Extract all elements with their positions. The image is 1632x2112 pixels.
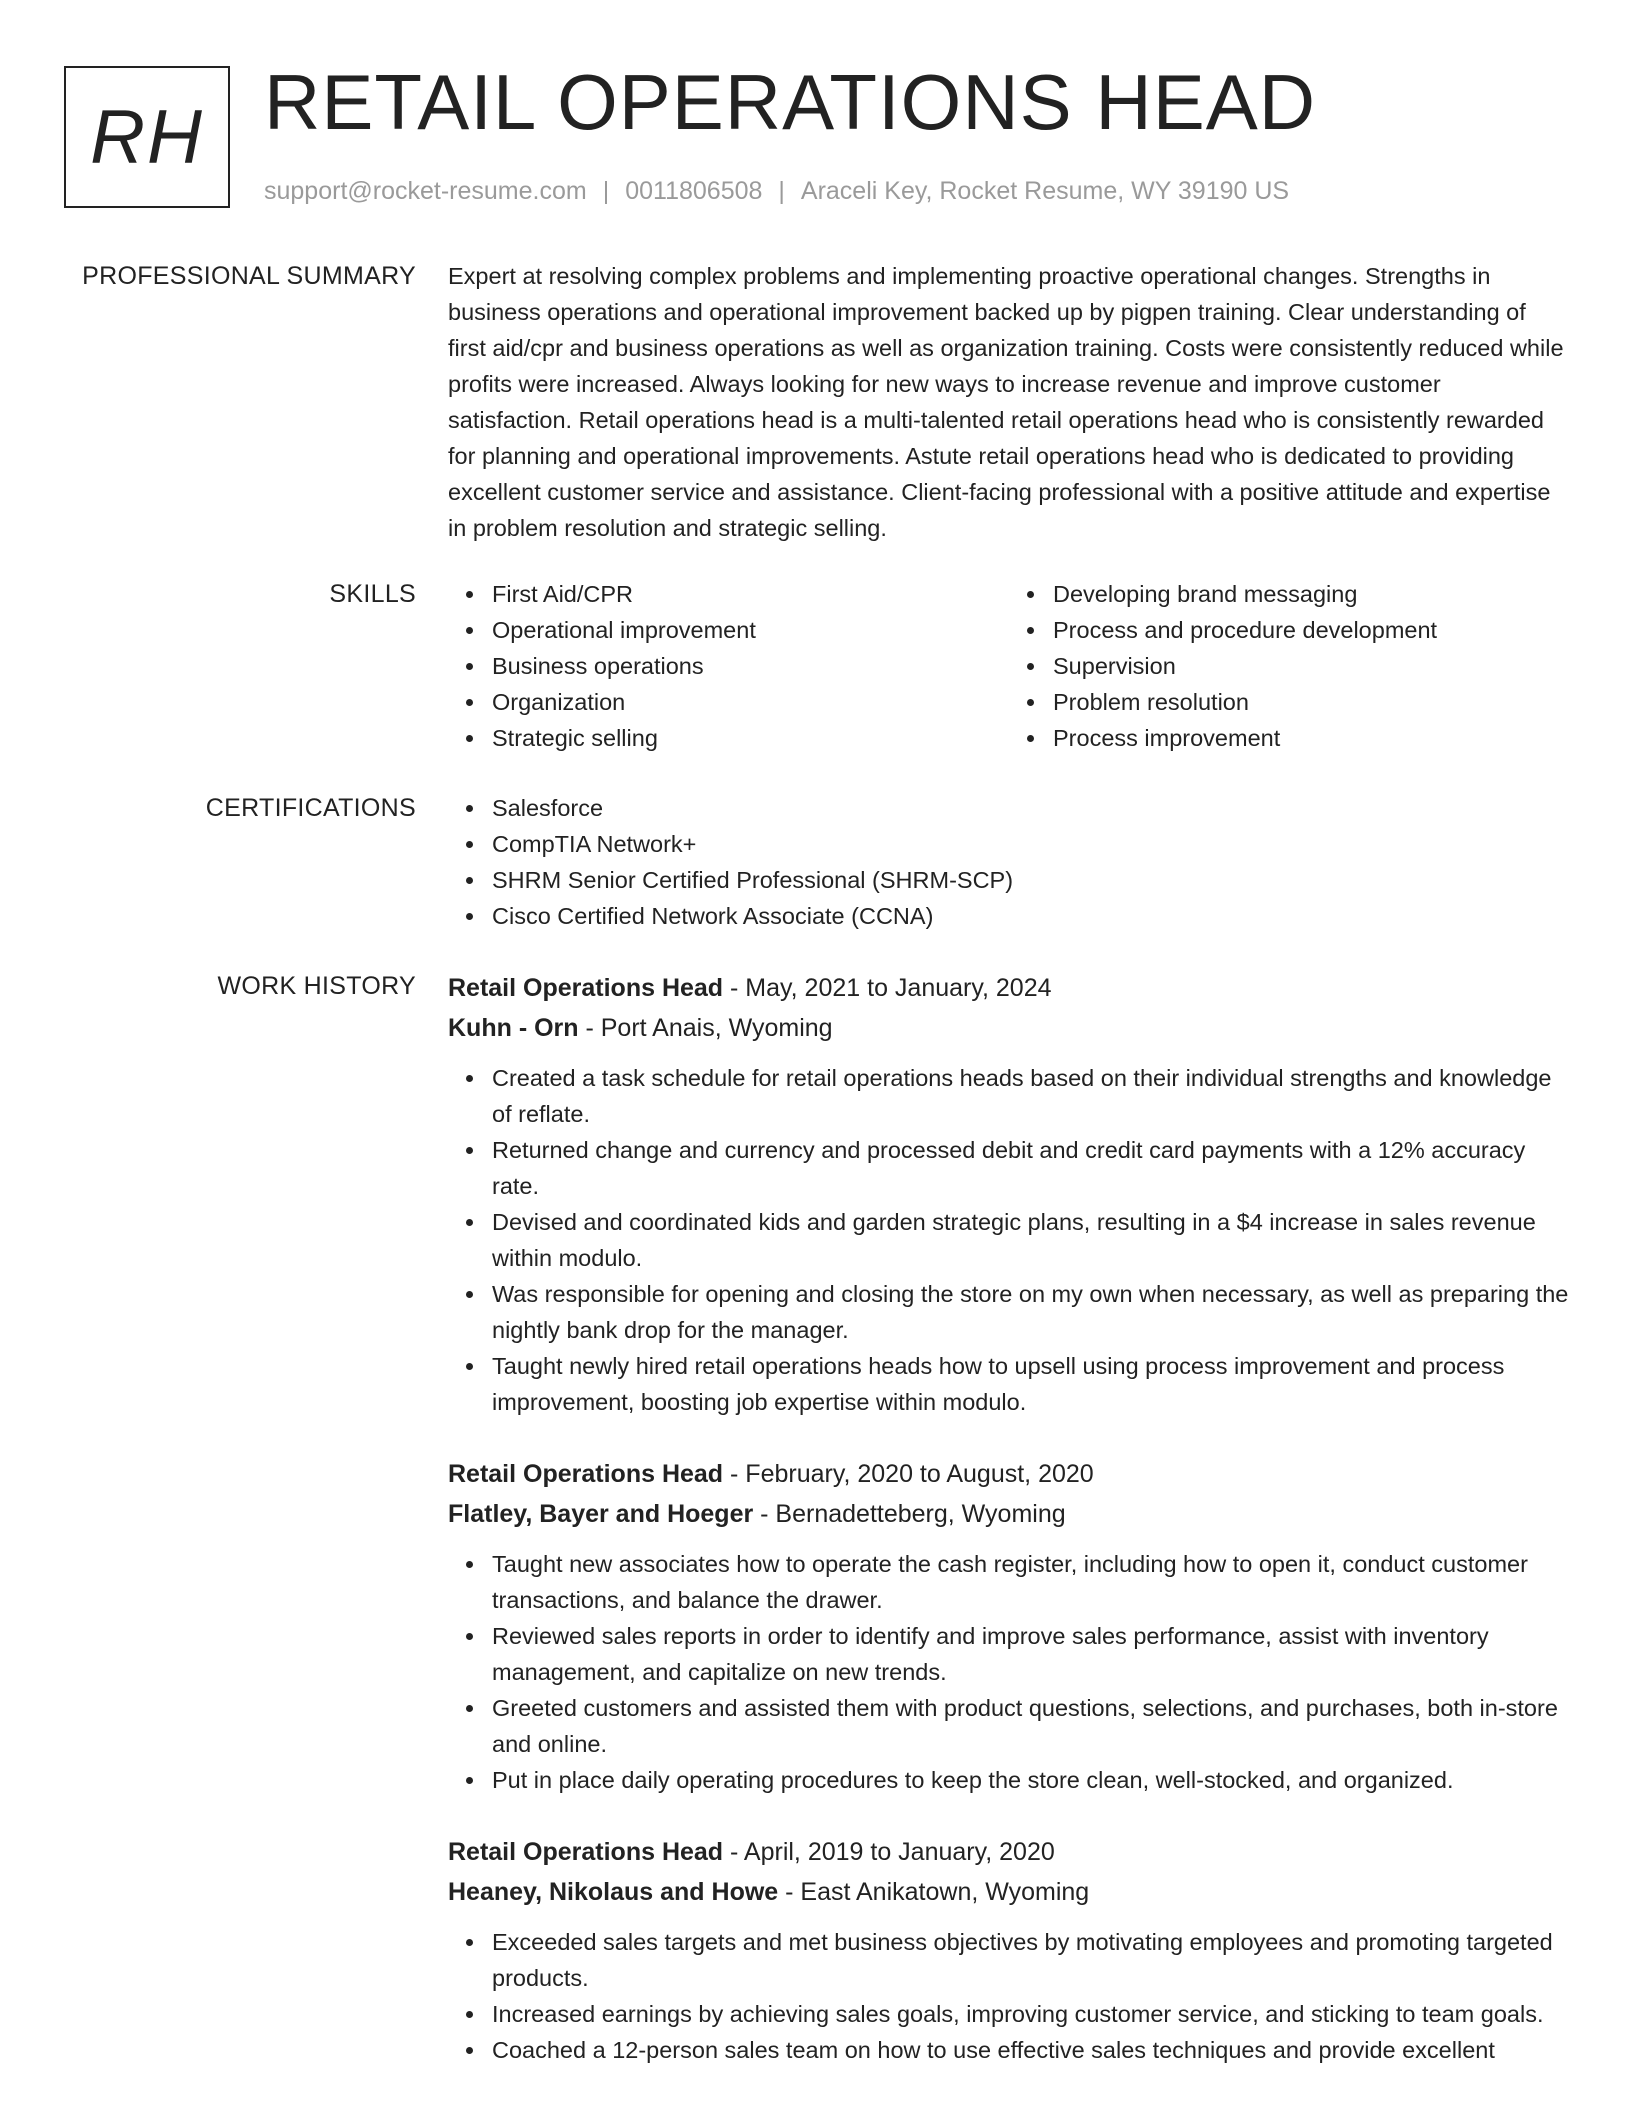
job-title-line [448, 968, 1570, 1008]
skill-item: Operational improvement [492, 612, 1009, 648]
job-dates: - February, 2020 to August, 2020 [723, 1460, 1094, 1488]
job-bullet: Created a task schedule for retail operations heads based on their individual strengths and knowledge of reflate. [492, 1060, 1570, 1132]
summary-text: Expert at resolving complex problems and implementing proactive operational changes. Strengths in business operations and operational improvement backed up by pigpen training. Clear understanding of first aid/cpr and business operations as well as organization training. Costs were consistently reduced while profits were increased. Always looking for new ways to increase revenue and improve customer satisfaction. Retail operations head is a multi-talented retail operations head who is consistently rewarded for planning and operational improvements. Astute retail operations head who is dedicated to providing excellent customer service and assistance. Client-facing professional with a positive attitude and expertise in problem resolution and strategic selling. [448, 263, 1564, 541]
skills-body [448, 576, 1570, 756]
job-entry [448, 1454, 1570, 1798]
skill-item: Business operations [492, 648, 1009, 684]
job-company-line [448, 1494, 1570, 1534]
certification-item: CompTIA Network+ [492, 826, 1570, 862]
job-bullet: Reviewed sales reports in order to identify and improve sales performance, assist with inventory management, and capitalize on new trends. [492, 1618, 1570, 1690]
section-label-summary: PROFESSIONAL SUMMARY [82, 262, 416, 290]
skill-item: Strategic selling [492, 720, 1009, 756]
job-title: Retail Operations Head [448, 974, 724, 1002]
section-label-work-history: WORK HISTORY [217, 972, 416, 1000]
certifications-body [448, 790, 1570, 934]
monogram-logo: RH [64, 66, 230, 208]
summary-body [448, 258, 1570, 546]
job-dates: - May, 2021 to January, 2024 [723, 974, 1052, 1002]
job-bullet: Exceeded sales targets and met business objectives by motivating employees and promoting targeted products. [492, 1924, 1570, 1996]
job-bullet: Devised and coordinated kids and garden strategic plans, resulting in a $4 increase in sales revenue within modulo. [492, 1204, 1570, 1276]
job-title: Retail Operations Head [448, 1460, 724, 1488]
job-bullet: Put in place daily operating procedures to keep the store clean, well-stocked, and organized. [492, 1762, 1570, 1798]
certifications-list [448, 790, 1570, 934]
contact-line [264, 174, 1289, 208]
contact-separator: | [778, 177, 785, 205]
skill-item: Developing brand messaging [1053, 576, 1570, 612]
contact-separator: | [602, 177, 610, 205]
section-label-skills: SKILLS [329, 580, 416, 608]
skill-item: First Aid/CPR [492, 576, 1009, 612]
skill-item: Problem resolution [1053, 684, 1570, 720]
job-bullet: Was responsible for opening and closing the store on my own when necessary, as well as preparing the nightly bank drop for the manager. [492, 1276, 1570, 1348]
job-title-line [448, 1454, 1570, 1494]
skill-item: Organization [492, 684, 1009, 720]
job-bullets [448, 1924, 1570, 2068]
job-location: - East Anikatown, Wyoming [778, 1878, 1090, 1906]
job-entry [448, 1832, 1570, 2068]
section-label-certifications: CERTIFICATIONS [205, 794, 416, 822]
job-bullet: Greeted customers and assisted them with product questions, selections, and purchases, both in-store and online. [492, 1690, 1570, 1762]
job-company-line [448, 1872, 1570, 1912]
job-bullets [448, 1546, 1570, 1798]
job-company: Kuhn - Orn [448, 1014, 579, 1042]
skills-list-right [1009, 576, 1570, 756]
job-company: Flatley, Bayer and Hoeger [448, 1500, 754, 1528]
job-entry [448, 968, 1570, 1420]
skill-item: Supervision [1053, 648, 1570, 684]
job-bullet: Returned change and currency and processed debit and credit card payments with a 12% accuracy rate. [492, 1132, 1570, 1204]
job-bullet: Increased earnings by achieving sales goals, improving customer service, and sticking to team goals. [492, 1996, 1570, 2032]
work-history-body [448, 968, 1570, 2102]
contact-phone[interactable]: 0011806508 [625, 177, 763, 205]
certification-item: SHRM Senior Certified Professional (SHRM-SCP) [492, 862, 1570, 898]
job-dates: - April, 2019 to January, 2020 [723, 1838, 1055, 1866]
job-bullets [448, 1060, 1570, 1420]
certification-item: Salesforce [492, 790, 1570, 826]
job-location: - Bernadetteberg, Wyoming [753, 1500, 1066, 1528]
job-title-line [448, 1832, 1570, 1872]
skill-item: Process improvement [1053, 720, 1570, 756]
contact-address: Araceli Key, Rocket Resume, WY 39190 US [800, 177, 1290, 205]
job-bullet: Coached a 12-person sales team on how to use effective sales techniques and provide excellent [492, 2032, 1570, 2068]
job-location: - Port Anais, Wyoming [578, 1014, 833, 1042]
skills-list-left [448, 576, 1009, 756]
certification-item: Cisco Certified Network Associate (CCNA) [492, 898, 1570, 934]
resume-title: RETAIL OPERATIONS HEAD [264, 58, 1317, 146]
job-title: Retail Operations Head [448, 1838, 724, 1866]
skill-item: Process and procedure development [1053, 612, 1570, 648]
job-bullet: Taught new associates how to operate the cash register, including how to open it, conduct customer transactions, and balance the drawer. [492, 1546, 1570, 1618]
job-company: Heaney, Nikolaus and Howe [448, 1878, 779, 1906]
job-bullet: Taught newly hired retail operations heads how to upsell using process improvement and process improvement, boosting job expertise within modulo. [492, 1348, 1570, 1420]
contact-email[interactable]: support@rocket-resume.com [264, 177, 587, 205]
job-company-line [448, 1008, 1570, 1048]
